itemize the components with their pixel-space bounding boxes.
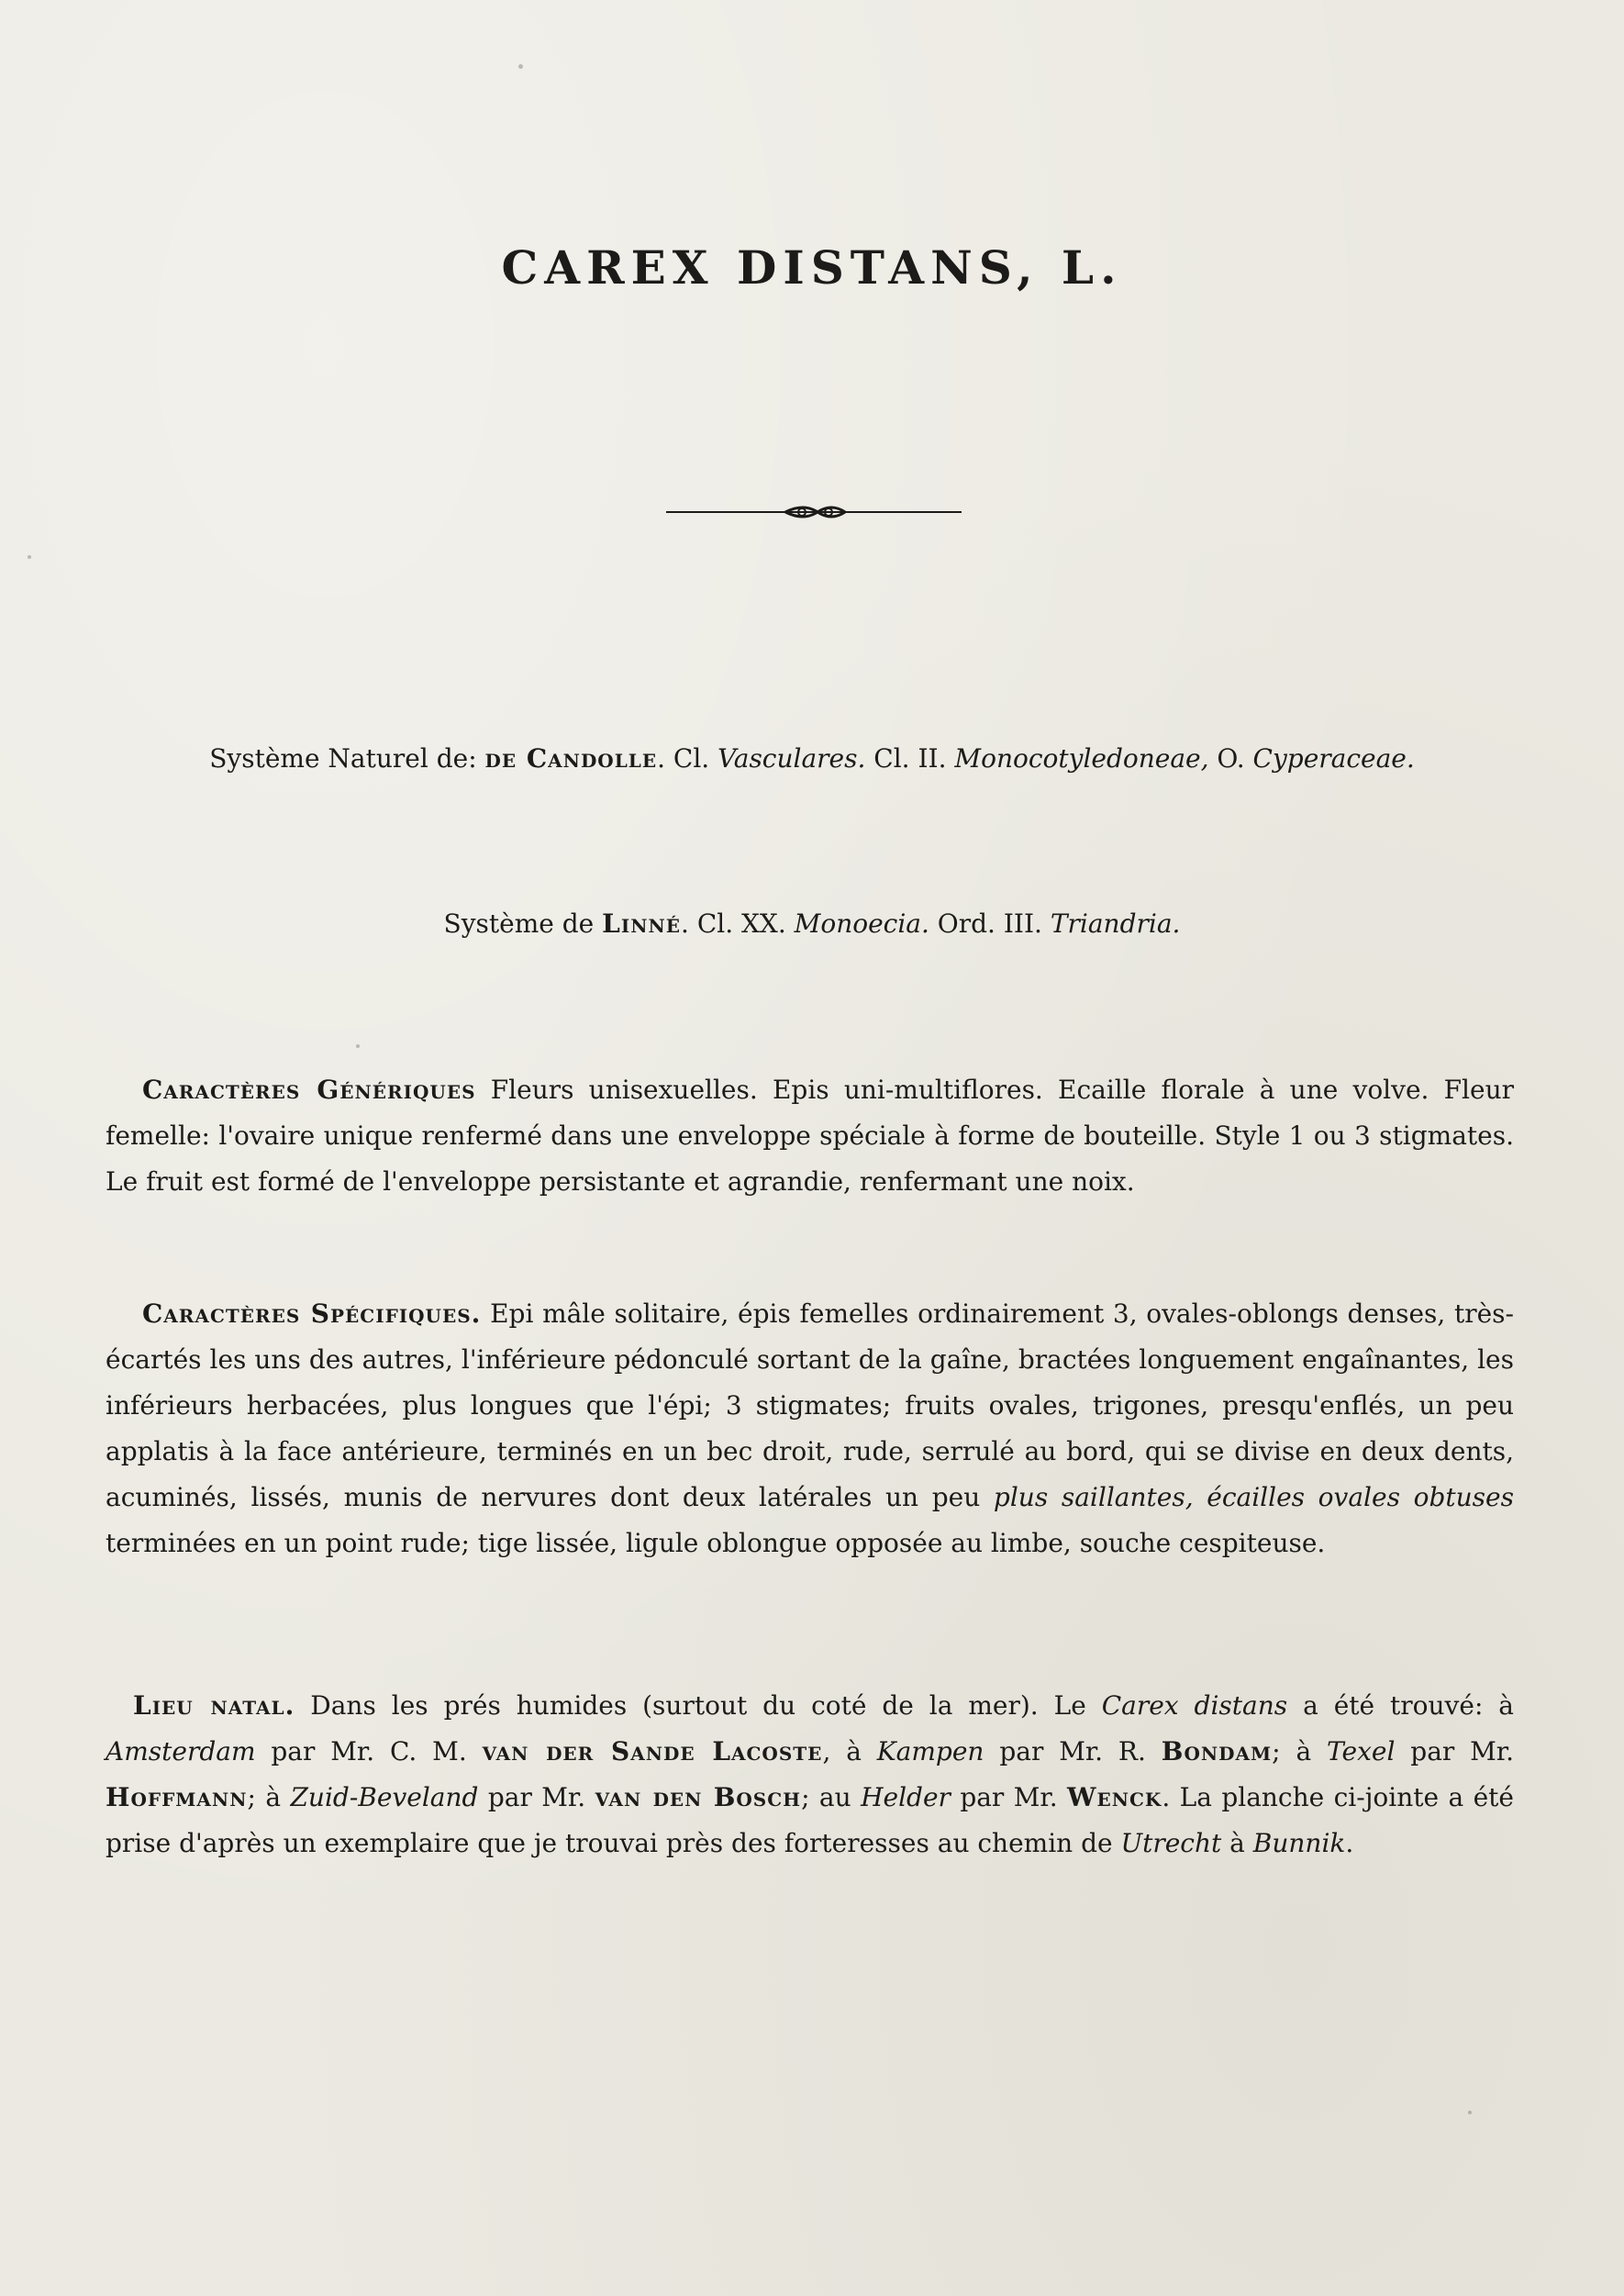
lieu-person: Hoffmann: [106, 1782, 248, 1812]
lieu-text: à: [1221, 1828, 1253, 1858]
lieu-text: par Mr. R.: [984, 1736, 1162, 1767]
lieu-text: par Mr.: [478, 1782, 595, 1812]
lieu-text: Dans les prés humides (surtout du coté de la mer). Le: [295, 1690, 1102, 1721]
paper-speck: [1468, 2111, 1472, 2114]
lieu-person: van der Sande Lacoste: [482, 1736, 823, 1767]
lieu-text: ; à: [247, 1782, 291, 1812]
systeme-naturel-part2: Cl. II.: [865, 743, 955, 774]
caracteres-specifiques-paragraph: [106, 1291, 1514, 1566]
lieu-place: Texel: [1327, 1736, 1396, 1767]
lieu-person: Wenck: [1067, 1782, 1162, 1812]
lieu-text: .: [1345, 1828, 1354, 1858]
systeme-naturel-class2: Monocotyledoneae,: [954, 743, 1209, 774]
lieu-place: Utrecht: [1120, 1828, 1222, 1858]
lieu-text: . La planche ci-jointe a été prise d'après un exemplaire que je trouvai près des forteresses au chemin de: [106, 1782, 1514, 1858]
paper-speck: [28, 555, 31, 559]
lieu-text: par Mr. C. M.: [255, 1736, 483, 1767]
systeme-naturel-class1: Vasculares.: [717, 743, 866, 774]
systeme-linne-order: Triandria.: [1050, 908, 1181, 939]
lieu-natal-heading: Lieu natal.: [133, 1690, 295, 1721]
lieu-text: ; au: [801, 1782, 862, 1812]
ornamental-divider: [666, 500, 962, 524]
systeme-naturel-part1: . Cl.: [657, 743, 718, 774]
lieu-species: Carex distans: [1101, 1690, 1288, 1721]
caracteres-specifiques-heading: Caractères Spécifiques.: [142, 1298, 482, 1329]
lieu-text: par Mr.: [950, 1782, 1068, 1812]
systeme-naturel-order: Cyperaceae.: [1252, 743, 1415, 774]
page-title: CAREX DISTANS, L.: [501, 240, 1123, 295]
systeme-naturel-prefix: Système Naturel de:: [209, 743, 485, 774]
caracteres-specifiques-text: Epi mâle solitaire, épis femelles ordinairement 3, ovales-oblongs denses, très-écartés les uns des autres, l'inférieure pédonculé sortant de la gaîne, bractées longuement engaînantes, les inférieurs herbacées, plus longues que l'épi; 3 stigmates; fruits ovales, trigones, presqu'enflés, un peu applatis à la face antérieure, terminés en un bec droit, rude, serrulé au bord, qui se divise en deux dents, acuminés, lissés, munis de nervures dont deux latérales un peu: [106, 1298, 1514, 1512]
lieu-person: van den Bosch: [595, 1782, 802, 1812]
caracteres-specifiques-italic: plus saillantes, écailles ovales obtuses: [993, 1482, 1514, 1512]
systeme-linne-author: Linné: [602, 908, 682, 939]
lieu-text: , à: [822, 1736, 877, 1767]
systeme-linne-part1: . Cl. XX.: [681, 908, 795, 939]
systeme-linne-prefix: Système de: [443, 908, 603, 939]
lieu-text: par Mr.: [1395, 1736, 1515, 1767]
caracteres-generiques-heading: Caractères Génériques: [142, 1075, 476, 1105]
lieu-natal-paragraph: [106, 1683, 1514, 1867]
paper-speck: [356, 1044, 360, 1048]
caracteres-generiques-text: Fleurs unisexuelles. Epis uni-multiflores. Ecaille florale à une volve. Fleur femelle: l'ovaire unique renfermé dans une enveloppe spéciale à forme de bouteille. Style 1 ou 3 stigmates. Le fruit est formé de l'enveloppe persistante et agrandie, renfermant une noix.: [106, 1075, 1514, 1197]
systeme-linne-line: [0, 908, 1624, 939]
lieu-place: Amsterdam: [106, 1736, 256, 1767]
lieu-place: Zuid-Beveland: [290, 1782, 479, 1812]
paper-speck: [518, 64, 523, 69]
caracteres-generiques-paragraph: [106, 1067, 1514, 1205]
lieu-place: Kampen: [876, 1736, 984, 1767]
lieu-place: Helder: [861, 1782, 951, 1812]
lieu-text: a été trouvé: à: [1287, 1690, 1515, 1721]
systeme-linne-class: Monoecia.: [794, 908, 929, 939]
systeme-naturel-author: de Candolle: [484, 743, 658, 774]
caracteres-specifiques-text-end: terminées en un point rude; tige lissée, ligule oblongue opposée au limbe, souche cespiteuse.: [106, 1528, 1326, 1558]
lieu-place: Bunnik: [1252, 1828, 1346, 1858]
systeme-naturel-part3: O.: [1208, 743, 1253, 774]
lieu-text: ; à: [1272, 1736, 1328, 1767]
systeme-naturel-line: [0, 743, 1624, 774]
systeme-linne-part2: Ord. III.: [929, 908, 1051, 939]
lieu-person: Bondam: [1161, 1736, 1273, 1767]
